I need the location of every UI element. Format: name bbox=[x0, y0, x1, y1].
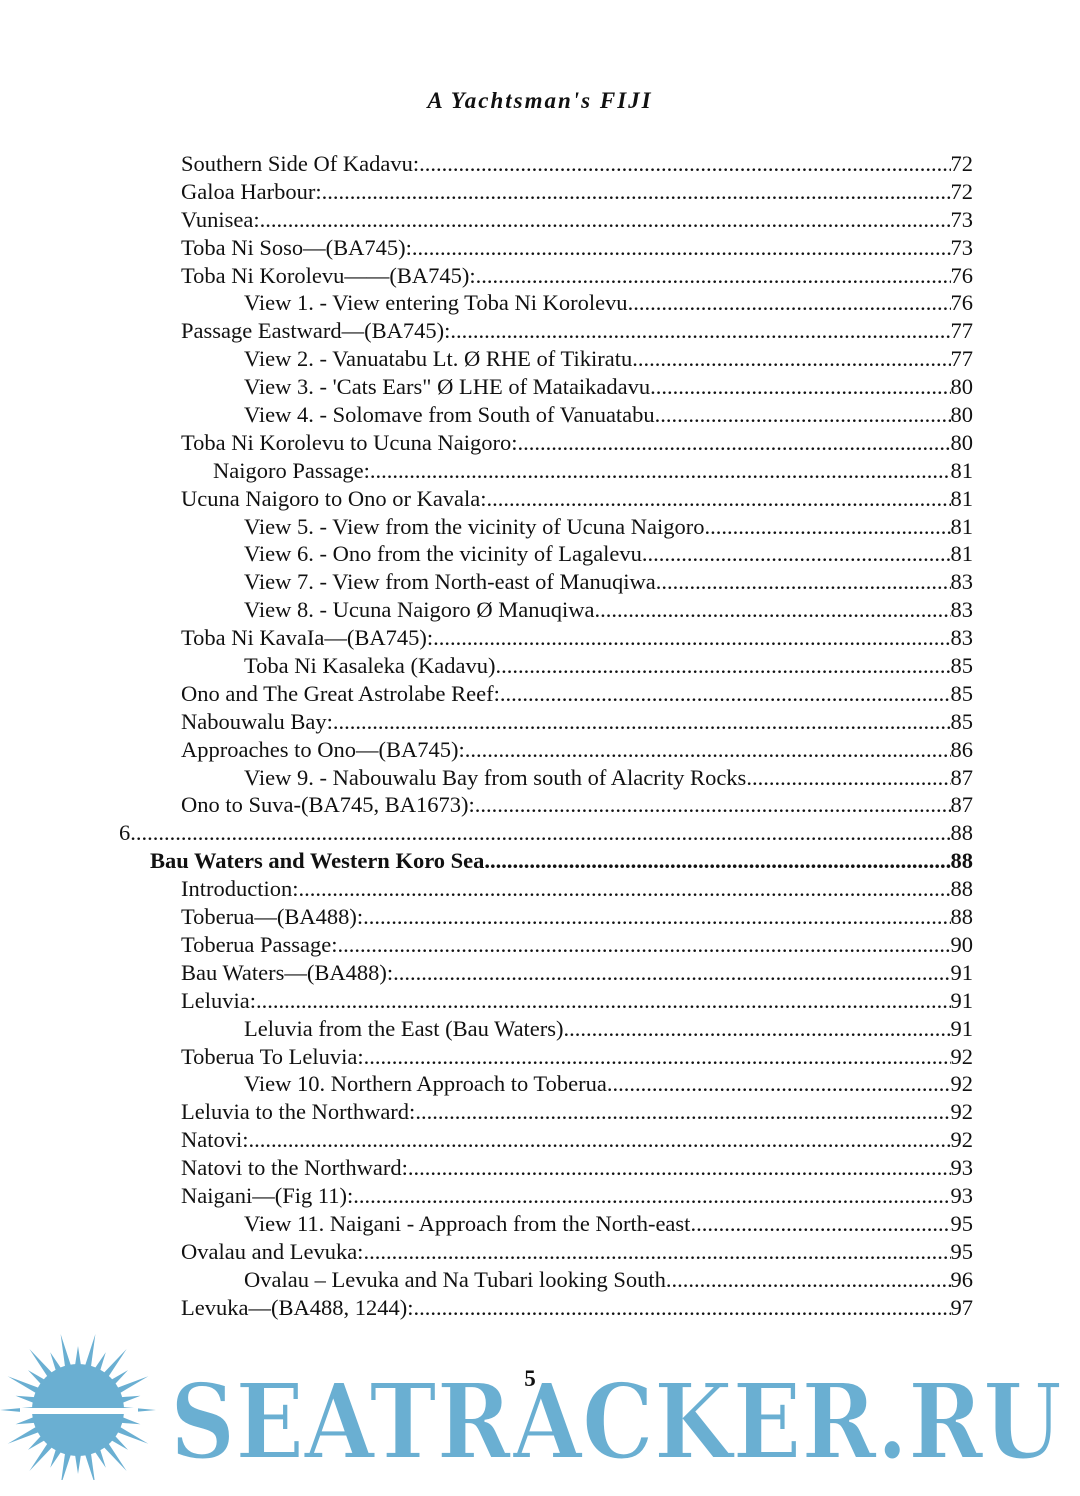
toc-entry-title: Naigani—(Fig 11): bbox=[181, 1182, 354, 1208]
toc-entry-page: 81 bbox=[950, 485, 973, 511]
sun-ray bbox=[61, 1452, 72, 1480]
table-of-contents bbox=[0, 150, 1080, 1321]
toc-entry[interactable] bbox=[0, 1238, 1080, 1266]
toc-entry[interactable] bbox=[0, 178, 1080, 206]
toc-entry[interactable] bbox=[0, 206, 1080, 234]
toc-entry-title: Toba Ni Kasaleka (Kadavu) bbox=[244, 653, 496, 679]
dot-leader bbox=[475, 791, 951, 819]
toc-entry[interactable] bbox=[0, 373, 1080, 401]
toc-entry[interactable] bbox=[0, 791, 1080, 819]
toc-entry-page: 81 bbox=[950, 541, 973, 567]
toc-entry-title: View 10. Northern Approach to Toberua bbox=[244, 1071, 607, 1097]
toc-entry-title: View 4. - Solomave from South of Vanuatabu bbox=[244, 402, 655, 428]
toc-entry[interactable] bbox=[0, 680, 1080, 708]
dot-leader bbox=[594, 596, 950, 624]
toc-entry-title: Vunisea: bbox=[181, 206, 260, 232]
toc-entry-title: View 3. - 'Cats Ears" Ø LHE of Mataikadavu bbox=[244, 374, 651, 400]
toc-entry-page: 95 bbox=[950, 1238, 973, 1264]
toc-entry-page: 91 bbox=[950, 987, 973, 1013]
watermark bbox=[0, 1330, 1080, 1480]
toc-entry-title: Ono and The Great Astrolabe Reef: bbox=[181, 680, 500, 706]
dot-leader bbox=[393, 959, 950, 987]
sun-ray bbox=[120, 1396, 140, 1403]
toc-entry-page: 85 bbox=[950, 708, 973, 734]
toc-entry-title: View 9. - Nabouwalu Bay from south of Alacrity Rocks bbox=[244, 764, 747, 790]
dot-leader bbox=[353, 1182, 950, 1210]
dot-leader bbox=[136, 819, 951, 847]
toc-entry-page: 80 bbox=[950, 429, 973, 455]
sun-ray bbox=[61, 1334, 72, 1368]
sun-ray bbox=[120, 1417, 140, 1424]
dot-leader bbox=[517, 429, 950, 457]
toc-entry[interactable] bbox=[0, 262, 1080, 290]
dot-leader bbox=[408, 1154, 951, 1182]
toc-entry-title: Leluvia: bbox=[181, 987, 256, 1013]
toc-entry[interactable] bbox=[0, 959, 1080, 987]
dot-leader bbox=[628, 289, 951, 317]
toc-entry-page: 86 bbox=[950, 736, 973, 762]
toc-entry[interactable] bbox=[0, 317, 1080, 345]
dot-leader bbox=[632, 345, 950, 373]
toc-entry-title: Passage Eastward—(BA745): bbox=[181, 318, 451, 344]
toc-entry-page: 90 bbox=[950, 931, 973, 957]
toc-entry[interactable] bbox=[0, 1210, 1080, 1238]
toc-entry-title: Naigoro Passage: bbox=[213, 457, 370, 483]
toc-entry[interactable] bbox=[0, 457, 1080, 485]
toc-entry[interactable] bbox=[0, 1043, 1080, 1071]
toc-entry-title: Bau Waters and Western Koro Sea bbox=[150, 848, 485, 874]
toc-entry-title: Natovi to the Northward: bbox=[181, 1155, 408, 1181]
toc-entry[interactable] bbox=[0, 987, 1080, 1015]
toc-entry-title: Ovalau and Levuka: bbox=[181, 1238, 364, 1264]
sun-ray bbox=[110, 1435, 128, 1450]
sun-ray bbox=[85, 1334, 96, 1368]
dot-leader bbox=[298, 875, 950, 903]
dot-leader bbox=[364, 1043, 951, 1071]
sun-ray bbox=[75, 1454, 81, 1474]
toc-entry-page: 76 bbox=[950, 262, 973, 288]
toc-entry-title: Ono to Suva-(BA745, BA1673): bbox=[181, 792, 475, 818]
toc-entry-page: 77 bbox=[950, 346, 973, 372]
toc-entry-page: 72 bbox=[950, 178, 973, 204]
dot-leader bbox=[495, 652, 950, 680]
toc-entry[interactable] bbox=[0, 513, 1080, 541]
toc-entry[interactable] bbox=[0, 819, 1080, 847]
toc-entry[interactable] bbox=[0, 234, 1080, 262]
toc-entry-page: 93 bbox=[950, 1182, 973, 1208]
toc-entry[interactable] bbox=[0, 1182, 1080, 1210]
toc-entry-title: Toba Ni KavaIa—(BA745): bbox=[181, 625, 434, 651]
toc-entry-page: 93 bbox=[950, 1155, 973, 1181]
toc-entry-title: Toba Ni Korolevu——(BA745): bbox=[181, 262, 476, 288]
dot-leader bbox=[666, 1266, 951, 1294]
toc-entry-page: 91 bbox=[950, 1015, 973, 1041]
dot-leader bbox=[487, 485, 951, 513]
dot-leader bbox=[690, 1210, 950, 1238]
toc-entry-title: Toberua—(BA488): bbox=[181, 904, 364, 930]
dot-leader bbox=[419, 150, 950, 178]
sun-ray bbox=[116, 1426, 148, 1444]
toc-entry[interactable] bbox=[0, 596, 1080, 624]
dot-leader bbox=[413, 1294, 950, 1322]
toc-entry-page: 73 bbox=[950, 234, 973, 260]
page-number: 5 bbox=[524, 1366, 536, 1391]
toc-entry-page: 81 bbox=[950, 457, 973, 483]
toc-entry-page: 96 bbox=[950, 1266, 973, 1292]
toc-entry-page: 87 bbox=[950, 792, 973, 818]
toc-entry-title: Natovi: bbox=[181, 1127, 249, 1153]
toc-entry[interactable] bbox=[0, 652, 1080, 680]
toc-entry-title: View 11. Naigani - Approach from the North-east bbox=[244, 1210, 691, 1236]
dot-leader bbox=[322, 178, 951, 206]
toc-entry-title: Bau Waters—(BA488): bbox=[181, 959, 394, 985]
toc-entry[interactable] bbox=[0, 903, 1080, 931]
sun-ray bbox=[75, 1346, 81, 1366]
sun-ray bbox=[28, 1435, 46, 1450]
toc-entry-title: View 5. - View from the vicinity of Ucuna Naigoro bbox=[244, 513, 705, 539]
toc-entry-page: 81 bbox=[950, 513, 973, 539]
toc-entry[interactable] bbox=[0, 540, 1080, 568]
toc-entry[interactable] bbox=[0, 1126, 1080, 1154]
toc-entry-page: 88 bbox=[950, 876, 973, 902]
toc-entry-title: View 7. - View from North-east of Manuqiwa bbox=[244, 569, 656, 595]
toc-entry-page: 85 bbox=[950, 653, 973, 679]
dot-leader bbox=[564, 1015, 951, 1043]
toc-entry-title: Toba Ni Soso—(BA745): bbox=[181, 234, 412, 260]
sun-ray bbox=[85, 1452, 96, 1480]
dot-leader bbox=[705, 513, 951, 541]
toc-entry-page: 88 bbox=[950, 848, 973, 874]
toc-entry-page: 91 bbox=[950, 959, 973, 985]
toc-entry-title: Approaches to Ono—(BA745): bbox=[181, 736, 465, 762]
dot-leader bbox=[650, 373, 950, 401]
toc-entry-page: 85 bbox=[950, 680, 973, 706]
toc-entry[interactable] bbox=[0, 847, 1080, 875]
dot-leader bbox=[415, 1098, 950, 1126]
dot-leader bbox=[338, 931, 951, 959]
toc-entry[interactable] bbox=[0, 764, 1080, 792]
toc-entry[interactable] bbox=[0, 401, 1080, 429]
toc-entry-page: 92 bbox=[950, 1099, 973, 1125]
toc-entry-title: Ovalau – Levuka and Na Tubari looking South bbox=[244, 1266, 666, 1292]
dot-leader bbox=[500, 680, 951, 708]
toc-entry-title: Toberua To Leluvia: bbox=[181, 1043, 364, 1069]
dot-leader bbox=[433, 624, 950, 652]
toc-entry[interactable] bbox=[0, 485, 1080, 513]
toc-entry[interactable] bbox=[0, 1015, 1080, 1043]
toc-entry[interactable] bbox=[0, 1266, 1080, 1294]
toc-entry[interactable] bbox=[0, 1070, 1080, 1098]
toc-entry[interactable] bbox=[0, 1154, 1080, 1182]
toc-entry[interactable] bbox=[0, 931, 1080, 959]
toc-entry-title: Leluvia from the East (Bau Waters) bbox=[244, 1015, 564, 1041]
toc-entry-title: View 6. - Ono from the vicinity of Lagalevu bbox=[244, 541, 642, 567]
dot-leader bbox=[746, 764, 950, 792]
toc-entry-title: Nabouwalu Bay: bbox=[181, 708, 333, 734]
toc-entry-title: Levuka—(BA488, 1244): bbox=[181, 1294, 414, 1320]
sun-ray bbox=[94, 1448, 106, 1468]
toc-entry-page: 73 bbox=[950, 206, 973, 232]
toc-entry-page: 92 bbox=[950, 1071, 973, 1097]
dot-leader bbox=[363, 1238, 950, 1266]
dot-leader bbox=[249, 1126, 951, 1154]
toc-entry[interactable] bbox=[0, 708, 1080, 736]
toc-entry-page: 80 bbox=[950, 374, 973, 400]
toc-entry-page: 92 bbox=[950, 1127, 973, 1153]
sun-ray bbox=[16, 1396, 36, 1403]
toc-entry-page: 83 bbox=[950, 569, 973, 595]
toc-entry[interactable] bbox=[0, 875, 1080, 903]
toc-entry-title: Introduction: bbox=[181, 876, 299, 902]
toc-entry-page: 83 bbox=[950, 597, 973, 623]
toc-entry-title: View 2. - Vanuatabu Lt. Ø RHE of Tikiratu bbox=[244, 346, 633, 372]
toc-entry[interactable] bbox=[0, 150, 1080, 178]
toc-entry-page: 88 bbox=[950, 904, 973, 930]
watermark-text: SEATRACKER.RU bbox=[170, 1360, 1062, 1480]
dot-leader bbox=[656, 568, 951, 596]
toc-entry-page: 83 bbox=[950, 625, 973, 651]
toc-entry-title: Leluvia to the Northward: bbox=[181, 1099, 416, 1125]
toc-entry-title: Southern Side Of Kadavu: bbox=[181, 151, 420, 176]
toc-entry-title: View 1. - View entering Toba Ni Korolevu bbox=[244, 290, 628, 316]
dot-leader bbox=[607, 1070, 951, 1098]
toc-entry-page: 97 bbox=[950, 1294, 973, 1320]
dot-leader bbox=[412, 234, 951, 262]
running-title: A Yachtsman's FIJI bbox=[427, 88, 653, 113]
toc-entry-page: 87 bbox=[950, 764, 973, 790]
toc-entry[interactable] bbox=[0, 624, 1080, 652]
toc-entry[interactable] bbox=[0, 1098, 1080, 1126]
toc-entry[interactable] bbox=[0, 1294, 1080, 1322]
toc-entry-page: 88 bbox=[950, 820, 973, 846]
dot-leader bbox=[642, 540, 951, 568]
toc-entry[interactable] bbox=[0, 289, 1080, 317]
toc-entry-title: Toba Ni Korolevu to Ucuna Naigoro: bbox=[181, 429, 518, 455]
dot-leader bbox=[370, 457, 951, 485]
sun-horizon bbox=[20, 1408, 138, 1414]
toc-entry-page: 80 bbox=[950, 402, 973, 428]
dot-leader bbox=[260, 206, 951, 234]
toc-entry[interactable] bbox=[0, 568, 1080, 596]
toc-entry-title: Galoa Harbour: bbox=[181, 178, 322, 204]
dot-leader bbox=[476, 262, 951, 290]
sun-ray bbox=[16, 1417, 36, 1424]
toc-entry-title: View 8. - Ucuna Naigoro Ø Manuqiwa bbox=[244, 597, 595, 623]
toc-entry-page: 92 bbox=[950, 1043, 973, 1069]
dot-leader bbox=[450, 317, 950, 345]
toc-entry-page: 77 bbox=[950, 318, 973, 344]
toc-entry-title: Ucuna Naigoro to Ono or Kavala: bbox=[181, 485, 487, 511]
toc-entry[interactable] bbox=[0, 345, 1080, 373]
sun-ray bbox=[8, 1426, 40, 1444]
dot-leader bbox=[655, 401, 951, 429]
toc-entry-title: 6. bbox=[119, 820, 136, 846]
toc-entry-page: 95 bbox=[950, 1210, 973, 1236]
dot-leader bbox=[484, 847, 950, 875]
toc-entry-page: 76 bbox=[950, 290, 973, 316]
sun-icon bbox=[0, 1334, 156, 1480]
dot-leader bbox=[256, 987, 951, 1015]
toc-entry[interactable] bbox=[0, 429, 1080, 457]
dot-leader bbox=[465, 736, 951, 764]
sun-ray bbox=[50, 1448, 62, 1468]
toc-entry-title: Toberua Passage: bbox=[181, 931, 338, 957]
dot-leader bbox=[333, 708, 951, 736]
toc-entry-page: 72 bbox=[950, 151, 973, 176]
dot-leader bbox=[363, 903, 950, 931]
toc-entry[interactable] bbox=[0, 736, 1080, 764]
